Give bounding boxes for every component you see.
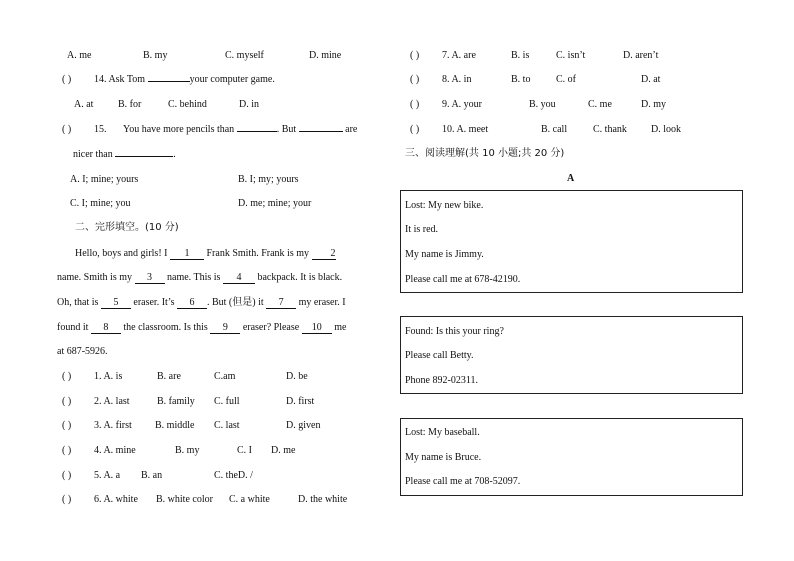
q15-option-d: D. me; mine; your bbox=[238, 198, 312, 209]
option-d: D. at bbox=[641, 74, 661, 85]
notice-line: Phone 892-02311. bbox=[405, 375, 478, 386]
option-c: C. I bbox=[237, 445, 252, 456]
option-d: D. first bbox=[286, 396, 315, 407]
option-b: B. is bbox=[511, 50, 530, 61]
q15-stem-line2: nicer than . bbox=[73, 149, 176, 160]
answer-paren: ( ) bbox=[410, 124, 420, 135]
answer-paren: ( ) bbox=[410, 50, 420, 61]
option-d: D. the white bbox=[298, 494, 348, 505]
option-c: C. of bbox=[556, 74, 576, 85]
option-b: B. white color bbox=[156, 494, 213, 505]
q15-number: 15. bbox=[94, 124, 107, 135]
passage-label: A bbox=[567, 173, 575, 184]
blank-9: 9 bbox=[210, 322, 240, 334]
notice-line: Lost: My new bike. bbox=[405, 200, 484, 211]
notice-line: Found: Is this your ring? bbox=[405, 326, 504, 337]
option-d: D. given bbox=[286, 420, 321, 431]
notice-line: Please call me at 708-52097. bbox=[405, 476, 521, 487]
cloze-line-4: found it 8 the classroom. Is this 9 eraser? Please 10 me bbox=[57, 322, 347, 333]
option-a: 1. A. is bbox=[94, 371, 123, 382]
section-2-title: 二、完形填空。(10 分) bbox=[75, 222, 179, 233]
q15-stem-line1: You have more pencils than . But are bbox=[123, 124, 358, 135]
option-a: 10. A. meet bbox=[442, 124, 489, 135]
blank-10: 10 bbox=[302, 322, 332, 334]
cloze-line-2: name. Smith is my 3 name. This is 4 backpack. It is black. bbox=[57, 272, 343, 283]
option-a: 7. A. are bbox=[442, 50, 476, 61]
q15-option-b: B. I; my; yours bbox=[238, 174, 299, 185]
option-d: D. aren’t bbox=[623, 50, 659, 61]
option-d: D. be bbox=[286, 371, 308, 382]
blank-6: 6 bbox=[177, 297, 207, 309]
option-a: 5. A. a bbox=[94, 470, 121, 481]
blank-2: 2 bbox=[312, 248, 336, 260]
answer-paren: ( ) bbox=[62, 470, 72, 481]
q14-option-b: B. for bbox=[118, 99, 142, 110]
notice-lost-bike bbox=[400, 190, 743, 293]
notice-line: It is red. bbox=[405, 224, 439, 235]
notice-lost-baseball bbox=[400, 418, 743, 496]
option-c: C. me bbox=[588, 99, 612, 110]
answer-paren: ( ) bbox=[410, 74, 420, 85]
q15-option-c: C. I; mine; you bbox=[70, 198, 131, 209]
option-a: 3. A. first bbox=[94, 420, 132, 431]
notice-line: My name is Bruce. bbox=[405, 452, 482, 463]
option-c: C. isn’t bbox=[556, 50, 586, 61]
blank-5: 5 bbox=[101, 297, 131, 309]
option-a: 9. A. your bbox=[442, 99, 482, 110]
q14-answer-paren: ( ) bbox=[62, 74, 72, 85]
blank-3: 3 bbox=[135, 272, 165, 284]
option-b: B. to bbox=[511, 74, 531, 85]
q13-option-a: A. me bbox=[67, 50, 92, 61]
option-c: C. thank bbox=[593, 124, 627, 135]
answer-paren: ( ) bbox=[62, 420, 72, 431]
option-b: B. call bbox=[541, 124, 568, 135]
q14-option-d: D. in bbox=[239, 99, 259, 110]
option-d: D. look bbox=[651, 124, 681, 135]
option-b: B. my bbox=[175, 445, 200, 456]
blank-4: 4 bbox=[223, 272, 255, 284]
blank-8: 8 bbox=[91, 322, 121, 334]
option-a: 8. A. in bbox=[442, 74, 472, 85]
cloze-line-3: Oh, that is 5 eraser. It’s 6 . But (但是) it 7 my eraser. I bbox=[57, 297, 346, 308]
option-b: B. are bbox=[157, 371, 181, 382]
answer-paren: ( ) bbox=[410, 99, 420, 110]
notice-found-ring bbox=[400, 316, 743, 394]
answer-paren: ( ) bbox=[62, 445, 72, 456]
notice-line: Please call me at 678-42190. bbox=[405, 274, 521, 285]
notice-line: Lost: My baseball. bbox=[405, 427, 480, 438]
cloze-line-1: Hello, boys and girls! I 1 Frank Smith. Frank is my 2 bbox=[75, 248, 336, 259]
q13-option-d: D. mine bbox=[309, 50, 342, 61]
option-d: D. my bbox=[641, 99, 666, 110]
option-b: B. middle bbox=[155, 420, 195, 431]
option-a: 2. A. last bbox=[94, 396, 130, 407]
cloze-line-5: at 687-5926. bbox=[57, 346, 108, 357]
option-c: C. theD. / bbox=[214, 470, 253, 481]
answer-paren: ( ) bbox=[62, 396, 72, 407]
q13-option-c: C. myself bbox=[225, 50, 264, 61]
answer-paren: ( ) bbox=[62, 371, 72, 382]
q15-answer-paren: ( ) bbox=[62, 124, 72, 135]
option-b: B. you bbox=[529, 99, 556, 110]
q14-option-a: A. at bbox=[74, 99, 94, 110]
blank-7: 7 bbox=[266, 297, 296, 309]
option-b: B. an bbox=[141, 470, 163, 481]
notice-line: My name is Jimmy. bbox=[405, 249, 484, 260]
blank-1: 1 bbox=[170, 248, 204, 260]
option-c: C.am bbox=[214, 371, 236, 382]
option-c: C. last bbox=[214, 420, 240, 431]
option-b: B. family bbox=[157, 396, 195, 407]
option-c: C. a white bbox=[229, 494, 270, 505]
option-d: D. me bbox=[271, 445, 296, 456]
q14-option-c: C. behind bbox=[168, 99, 207, 110]
answer-paren: ( ) bbox=[62, 494, 72, 505]
q13-option-b: B. my bbox=[143, 50, 168, 61]
q14-stem: 14. Ask Tom your computer game. bbox=[94, 74, 275, 85]
option-a: 4. A. mine bbox=[94, 445, 136, 456]
option-a: 6. A. white bbox=[94, 494, 138, 505]
section-3-title: 三、阅读理解(共 10 小题;共 20 分) bbox=[405, 148, 565, 159]
option-c: C. full bbox=[214, 396, 240, 407]
q15-option-a: A. I; mine; yours bbox=[70, 174, 139, 185]
notice-line: Please call Betty. bbox=[405, 350, 474, 361]
